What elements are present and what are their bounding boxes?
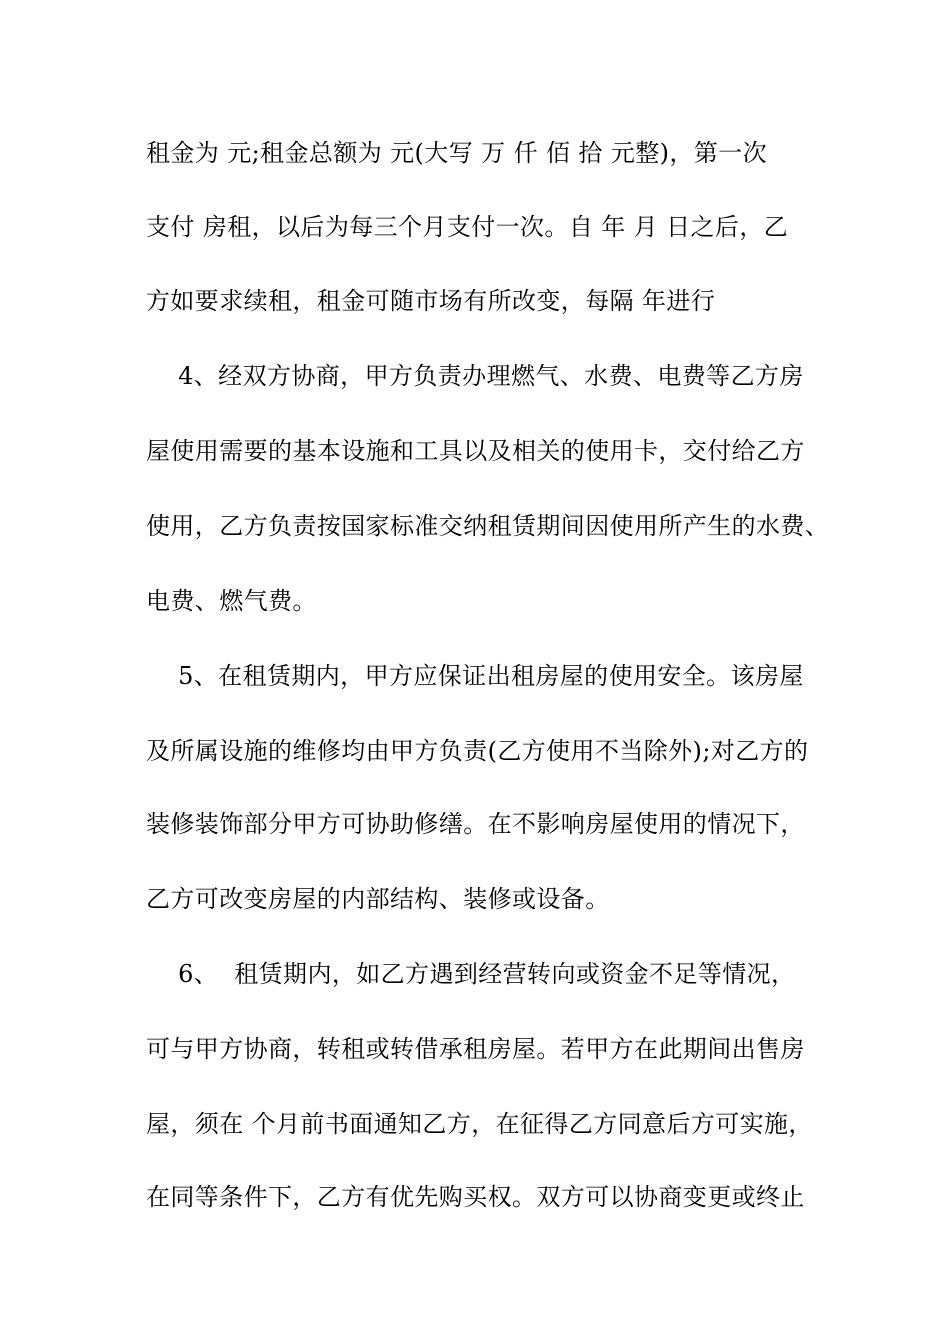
text-line: 6、 租赁期内，如乙方遇到经营转向或资金不足等情况， <box>146 960 796 988</box>
text-line: 使用，乙方负责按国家标准交纳租赁期间因使用所产生的水费、 <box>146 512 830 540</box>
text-line: 4、经双方协商，甲方负责办理燃气、水费、电费等乙方房 <box>146 362 804 390</box>
text-line: 方如要求续租，租金可随市场有所改变，每隔 年进行 <box>146 287 716 315</box>
text-line: 屋，须在 个月前书面通知乙方，在征得乙方同意后方可实施， <box>146 1110 813 1138</box>
text-line: 电费、燃气费。 <box>146 587 317 615</box>
text-line: 支付 房租，以后为每三个月支付一次。自 年 月 日之后，乙 <box>146 213 789 241</box>
text-line: 5、在租赁期内，甲方应保证出租房屋的使用安全。该房屋 <box>146 662 804 690</box>
text-line: 及所属设施的维修均由甲方负责(乙方使用不当除外);对乙方的 <box>146 737 809 765</box>
text-line: 屋使用需要的基本设施和工具以及相关的使用卡，交付给乙方 <box>146 437 805 465</box>
text-line: 乙方可改变房屋的内部结构、装修或设备。 <box>146 885 610 913</box>
text-line: 在同等条件下，乙方有优先购买权。双方可以协商变更或终止 <box>146 1183 805 1211</box>
text-line: 装修装饰部分甲方可协助修缮。在不影响房屋使用的情况下， <box>146 810 805 838</box>
text-line: 可与甲方协商，转租或转借承租房屋。若甲方在此期间出售房 <box>146 1035 805 1063</box>
text-line: 租金为 元;租金总额为 元(大写 万 仟 佰 拾 元整)，第一次 <box>146 139 768 167</box>
